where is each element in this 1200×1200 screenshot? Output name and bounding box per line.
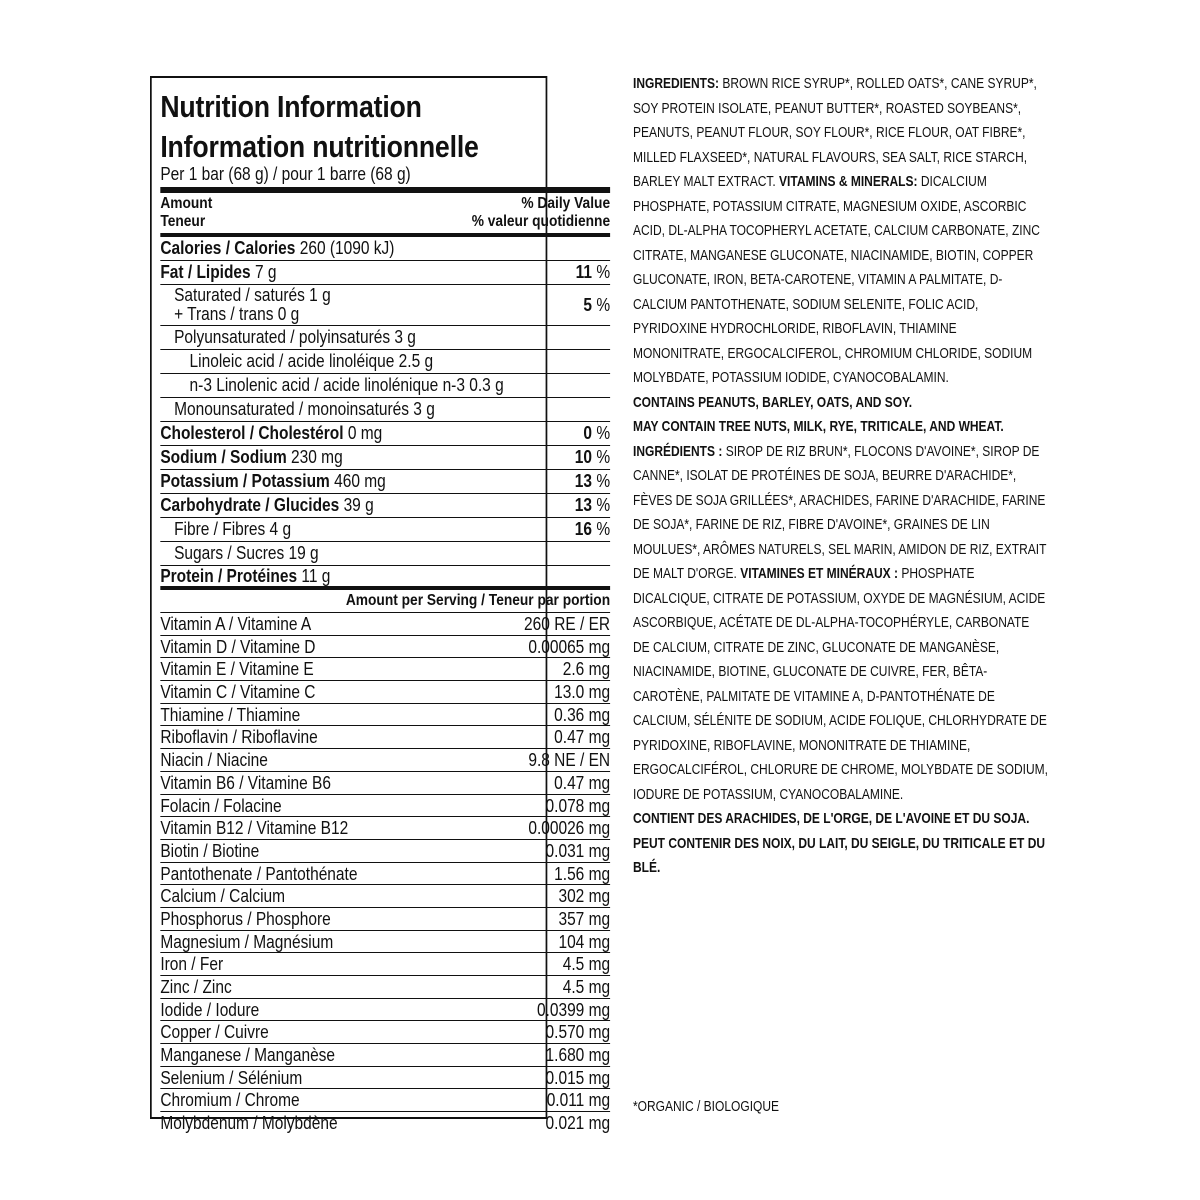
may-contain-fr: PEUT CONTENIR DES NOIX, DU LAIT, DU SEIGLE, DU TRITICALE ET DU BLÉ. [633, 834, 1046, 876]
percent-sign: % [596, 495, 611, 515]
vitamin-row [160, 1021, 610, 1044]
vitamins-text-fr: PHOSPHATE DICALCIQUE, CITRATE DE POTASSIUM, OXYDE DE MAGNÉSIUM, ACIDE ASCORBIQUE, ACÉTATE DE DL-ALPHA-TOCOPHÉRYLE, CARBONATE DE CALCIUM, CITRATE DE ZINC, GLUCONATE DE MANGANÈSE, NIACINAMIDE, BIOTINE, GLUCONATE DE CUIVRE, FER, BÊTA-CAROTÈNE, PALMITATE DE VITAMINE A, D-PANTOTHÉNATE DE CALCIUM, SÉLÉNITE DE SODIUM, ACIDE FOLIQUE, CHLORHYDRATE DE PYRIDOXINE, RIBOFLAVINE, MONONITRATE DE THIAMINE, ERGOCALCIFÉROL, CHLORURE DE CHROME, MOLYBDATE DE SODIUM, IODURE DE POTASSIUM, CYANOCOBALAMINE. [633, 565, 1048, 803]
vitamin-name: Phosphorus / Phosphore [160, 908, 331, 929]
sodium-value: 230 mg [291, 447, 343, 467]
vitamin-name: Molybdenum / Molybdène [160, 1113, 338, 1134]
vitamin-name: Vitamin B6 / Vitamine B6 [160, 772, 331, 793]
cholesterol-row [160, 422, 610, 446]
fat-row [160, 261, 610, 285]
vitamin-value: 302 mg [558, 886, 611, 907]
vitamin-name: Selenium / Sélénium [160, 1067, 303, 1088]
percent-sign: % [596, 262, 611, 282]
potassium-label: Potassium / Potassium [160, 471, 330, 491]
vitamin-name: Iron / Fer [160, 954, 224, 975]
fat-value: 7 g [254, 262, 277, 282]
ingredients-text-fr: SIROP DE RIZ BRUN*, FLOCONS D'AVOINE*, SIROP DE CANNE*, ISOLAT DE PROTÉINES DE SOJA, BEURRE D'ARACHIDE*, FÈVES DE SOJA GRILLÉES*, ARACHIDES, FARINE D'ARACHIDE, FARINE DE SOJA*, FARINE DE RIZ, FIBRE D'AVOINE*, GRAINES DE LIN MOULUES*, ARÔMES NATURELS, SEL MARIN, AMIDON DE RIZ, EXTRAIT DE MALT D'ORGE. [633, 442, 1047, 582]
sodium-pct: 10 [574, 447, 593, 467]
linolenic-label: n-3 Linolenic acid / acide linolénique n-3 0.3 g [189, 375, 504, 395]
potassium-value: 460 mg [334, 471, 386, 491]
protein-value: 11 g [301, 565, 331, 586]
vitamin-name: Chromium / Chrome [160, 1090, 300, 1111]
vitamin-name: Vitamin A / Vitamine A [160, 614, 312, 634]
vitamin-value: 0.0399 mg [536, 999, 611, 1020]
vitamin-row [160, 863, 610, 886]
ingredients-text-en: BROWN RICE SYRUP*, ROLLED OATS*, CANE SYRUP*, SOY PROTEIN ISOLATE, PEANUT BUTTER*, ROASTED SOYBEANS*, PEANUTS, PEANUT FLOUR, SOY FLOUR*, RICE FLOUR, OAT FIBRE*, MILLED FLAXSEED*, NATURAL FLAVOURS, SEA SALT, RICE STARCH, BARLEY MALT EXTRACT. [633, 75, 1037, 190]
linolenic-row [160, 374, 610, 398]
vitamin-name: Niacin / Niacine [160, 750, 268, 771]
contains-en: CONTAINS PEANUTS, BARLEY, OATS, AND SOY. [633, 393, 913, 411]
vitamin-name: Manganese / Manganèse [160, 1045, 336, 1066]
ingredients-label-en: INGREDIENTS: [633, 75, 720, 92]
vitamin-value: 0.031 mg [545, 840, 611, 861]
carbohydrate-row [160, 494, 610, 518]
vitamin-value: 0.47 mg [554, 772, 611, 793]
vitamin-name: Magnesium / Magnésium [160, 931, 334, 952]
vitamin-value: 0.078 mg [545, 795, 611, 816]
vitamin-row [160, 1089, 610, 1112]
percent-sign: % [596, 423, 611, 443]
potassium-pct: 13 [574, 471, 593, 491]
saturated-pct: 5 [583, 294, 593, 315]
vitamin-row [160, 636, 610, 659]
vitamin-value: 104 mg [558, 931, 611, 952]
column-header [160, 193, 610, 237]
vitamin-name: Zinc / Zinc [160, 977, 232, 997]
fibre-label: Fibre / Fibres 4 g [174, 519, 292, 539]
vitamin-row [160, 795, 610, 818]
vitamin-row [160, 613, 610, 636]
saturated-trans-row [160, 285, 610, 326]
vitamin-name: Folacin / Folacine [160, 795, 282, 816]
saturated-label: Saturated / saturés 1 g [174, 285, 331, 305]
polyunsaturated-label: Polyunsaturated / polyinsaturés 3 g [174, 327, 416, 347]
polyunsaturated-row [160, 326, 610, 350]
vitamin-name: Vitamin E / Vitamine E [160, 659, 314, 680]
monounsaturated-label: Monounsaturated / monoinsaturés 3 g [174, 399, 435, 419]
carbohydrate-label: Carbohydrate / Glucides [160, 495, 340, 515]
vitamin-value: 0.00065 mg [528, 636, 611, 657]
percent-sign: % [596, 447, 611, 467]
vitamin-row [160, 749, 610, 772]
vitamin-name: Iodide / Iodure [160, 999, 260, 1020]
fibre-pct: 16 [574, 519, 593, 539]
percent-sign: % [596, 471, 611, 491]
ingredients-label-fr: INGRÉDIENTS : [633, 442, 723, 460]
trans-label: + Trans / trans 0 g [174, 304, 300, 324]
vitamin-row [160, 681, 610, 704]
monounsaturated-row [160, 398, 610, 422]
vitamins-label-fr: VITAMINES ET MINÉRAUX : [740, 565, 898, 582]
vitamin-row [160, 1044, 610, 1067]
vitamin-value: 1.680 mg [545, 1045, 611, 1066]
vitamin-row [160, 908, 610, 931]
vitamin-name: Copper / Cuivre [160, 1022, 269, 1043]
sugars-row [160, 542, 610, 566]
vitamin-name: Calcium / Calcium [160, 886, 286, 907]
header-valeur-quotidienne: % valeur quotidienne [471, 213, 611, 230]
vitamin-name: Thiamine / Thiamine [160, 704, 301, 725]
vitamin-name: Pantothenate / Pantothénate [160, 863, 358, 884]
vitamin-value: 1.56 mg [554, 863, 611, 884]
cholesterol-value: 0 mg [347, 423, 383, 443]
sodium-row [160, 446, 610, 470]
title-english: Nutrition Information [160, 89, 422, 124]
vitamin-list [160, 613, 610, 1135]
carbohydrate-value: 39 g [343, 495, 374, 515]
percent-sign: % [596, 519, 611, 539]
potassium-row [160, 470, 610, 494]
vitamin-row [160, 999, 610, 1022]
vitamin-value: 0.00026 mg [528, 818, 611, 839]
sodium-label: Sodium / Sodium [160, 447, 287, 467]
fibre-row [160, 518, 610, 542]
linoleic-label: Linoleic acid / acide linoléique 2.5 g [189, 351, 434, 371]
ingredients-french [633, 440, 1049, 808]
header-daily-value: % Daily Value [521, 195, 611, 212]
vitamin-row [160, 931, 610, 954]
percent-sign: % [596, 294, 611, 315]
organic-footnote: *ORGANIC / BIOLOGIQUE [633, 1098, 780, 1115]
vitamin-value: 2.6 mg [562, 659, 611, 680]
vitamin-value: 4.5 mg [562, 954, 611, 975]
vitamin-name: Riboflavin / Riboflavine [160, 727, 318, 748]
ingredients-english [633, 72, 1049, 391]
vitamin-row [160, 1112, 610, 1135]
vitamin-row [160, 885, 610, 908]
ingredients-column [633, 72, 1048, 881]
fat-pct: 11 [575, 262, 593, 282]
vitamin-value: 0.011 mg [546, 1090, 611, 1111]
carbohydrate-pct: 13 [574, 495, 593, 515]
vitamin-name: Vitamin B12 / Vitamine B12 [160, 818, 349, 839]
fat-label: Fat / Lipides [160, 262, 251, 282]
vitamin-row [160, 840, 610, 863]
vitamins-label-en: VITAMINS & MINERALS: [779, 173, 918, 190]
vitamin-row [160, 658, 610, 681]
vitamin-row [160, 976, 610, 999]
protein-row [160, 566, 610, 590]
sugars-label: Sugars / Sucres 19 g [174, 543, 319, 563]
vitamin-row [160, 772, 610, 795]
vitamin-value: 0.570 mg [545, 1022, 611, 1043]
vitamin-row [160, 726, 610, 749]
cholesterol-pct: 0 [583, 423, 593, 443]
vitamin-value: 0.47 mg [554, 727, 611, 748]
vitamin-name: Vitamin D / Vitamine D [160, 636, 316, 657]
header-teneur: Teneur [160, 213, 206, 230]
vitamin-row [160, 1067, 610, 1090]
vitamins-text-en: DICALCIUM PHOSPHATE, POTASSIUM CITRATE, MAGNESIUM OXIDE, ASCORBIC ACID, DL-ALPHA TOCOPHERYL ACETATE, CALCIUM CARBONATE, ZINC CITRATE, MANGANESE GLUCONATE, NIACINAMIDE, BIOTIN, COPPER GLUCONATE, IRON, BETA-CAROTENE, VITAMIN A PALMITATE, D-CALCIUM PANTOTHENATE, SODIUM SELENITE, FOLIC ACID, PYRIDOXINE HYDROCHLORIDE, RIBOFLAVIN, THIAMINE MONONITRATE, ERGOCALCIFEROL, CHROMIUM CHLORIDE, SODIUM MOLYBDATE, POTASSIUM IODIDE, CYANOCOBALAMIN. [633, 173, 1040, 386]
protein-label: Protein / Protéines [160, 565, 298, 586]
vitamin-value: 4.5 mg [562, 977, 611, 997]
vitamin-value: 0.36 mg [554, 704, 611, 725]
vitamin-value: 13.0 mg [554, 682, 611, 703]
vitamin-name: Biotin / Biotine [160, 840, 260, 861]
vitamin-value: 0.021 mg [545, 1113, 611, 1134]
vitamin-name: Vitamin C / Vitamine C [160, 682, 316, 703]
linoleic-row [160, 350, 610, 374]
vitamin-value: 9.8 NE / EN [528, 750, 611, 771]
amount-per-serving-header: Amount per Serving / Teneur par portion [160, 590, 610, 613]
calories-row [160, 237, 610, 261]
vitamin-row [160, 704, 610, 727]
calories-value: 260 (1090 kJ) [299, 238, 395, 258]
vitamin-row [160, 817, 610, 840]
contains-fr: CONTIENT DES ARACHIDES, DE L'ORGE, DE L'AVOINE ET DU SOJA. [633, 810, 1030, 827]
calories-label: Calories / Calories [160, 238, 296, 258]
cholesterol-label: Cholesterol / Cholestérol [160, 423, 344, 443]
vitamin-value: 357 mg [558, 908, 611, 929]
header-amount: Amount [160, 195, 213, 212]
may-contain-en: MAY CONTAIN TREE NUTS, MILK, RYE, TRITICALE, AND WHEAT. [633, 418, 1004, 435]
vitamin-row [160, 953, 610, 976]
serving-size: Per 1 bar (68 g) / pour 1 barre (68 g) [160, 164, 411, 184]
vitamin-value: 0.015 mg [545, 1067, 611, 1088]
nutrition-facts-panel [150, 76, 611, 1134]
title-french: Information nutritionnelle [160, 129, 479, 164]
vitamin-value: 260 RE / ER [524, 614, 611, 634]
